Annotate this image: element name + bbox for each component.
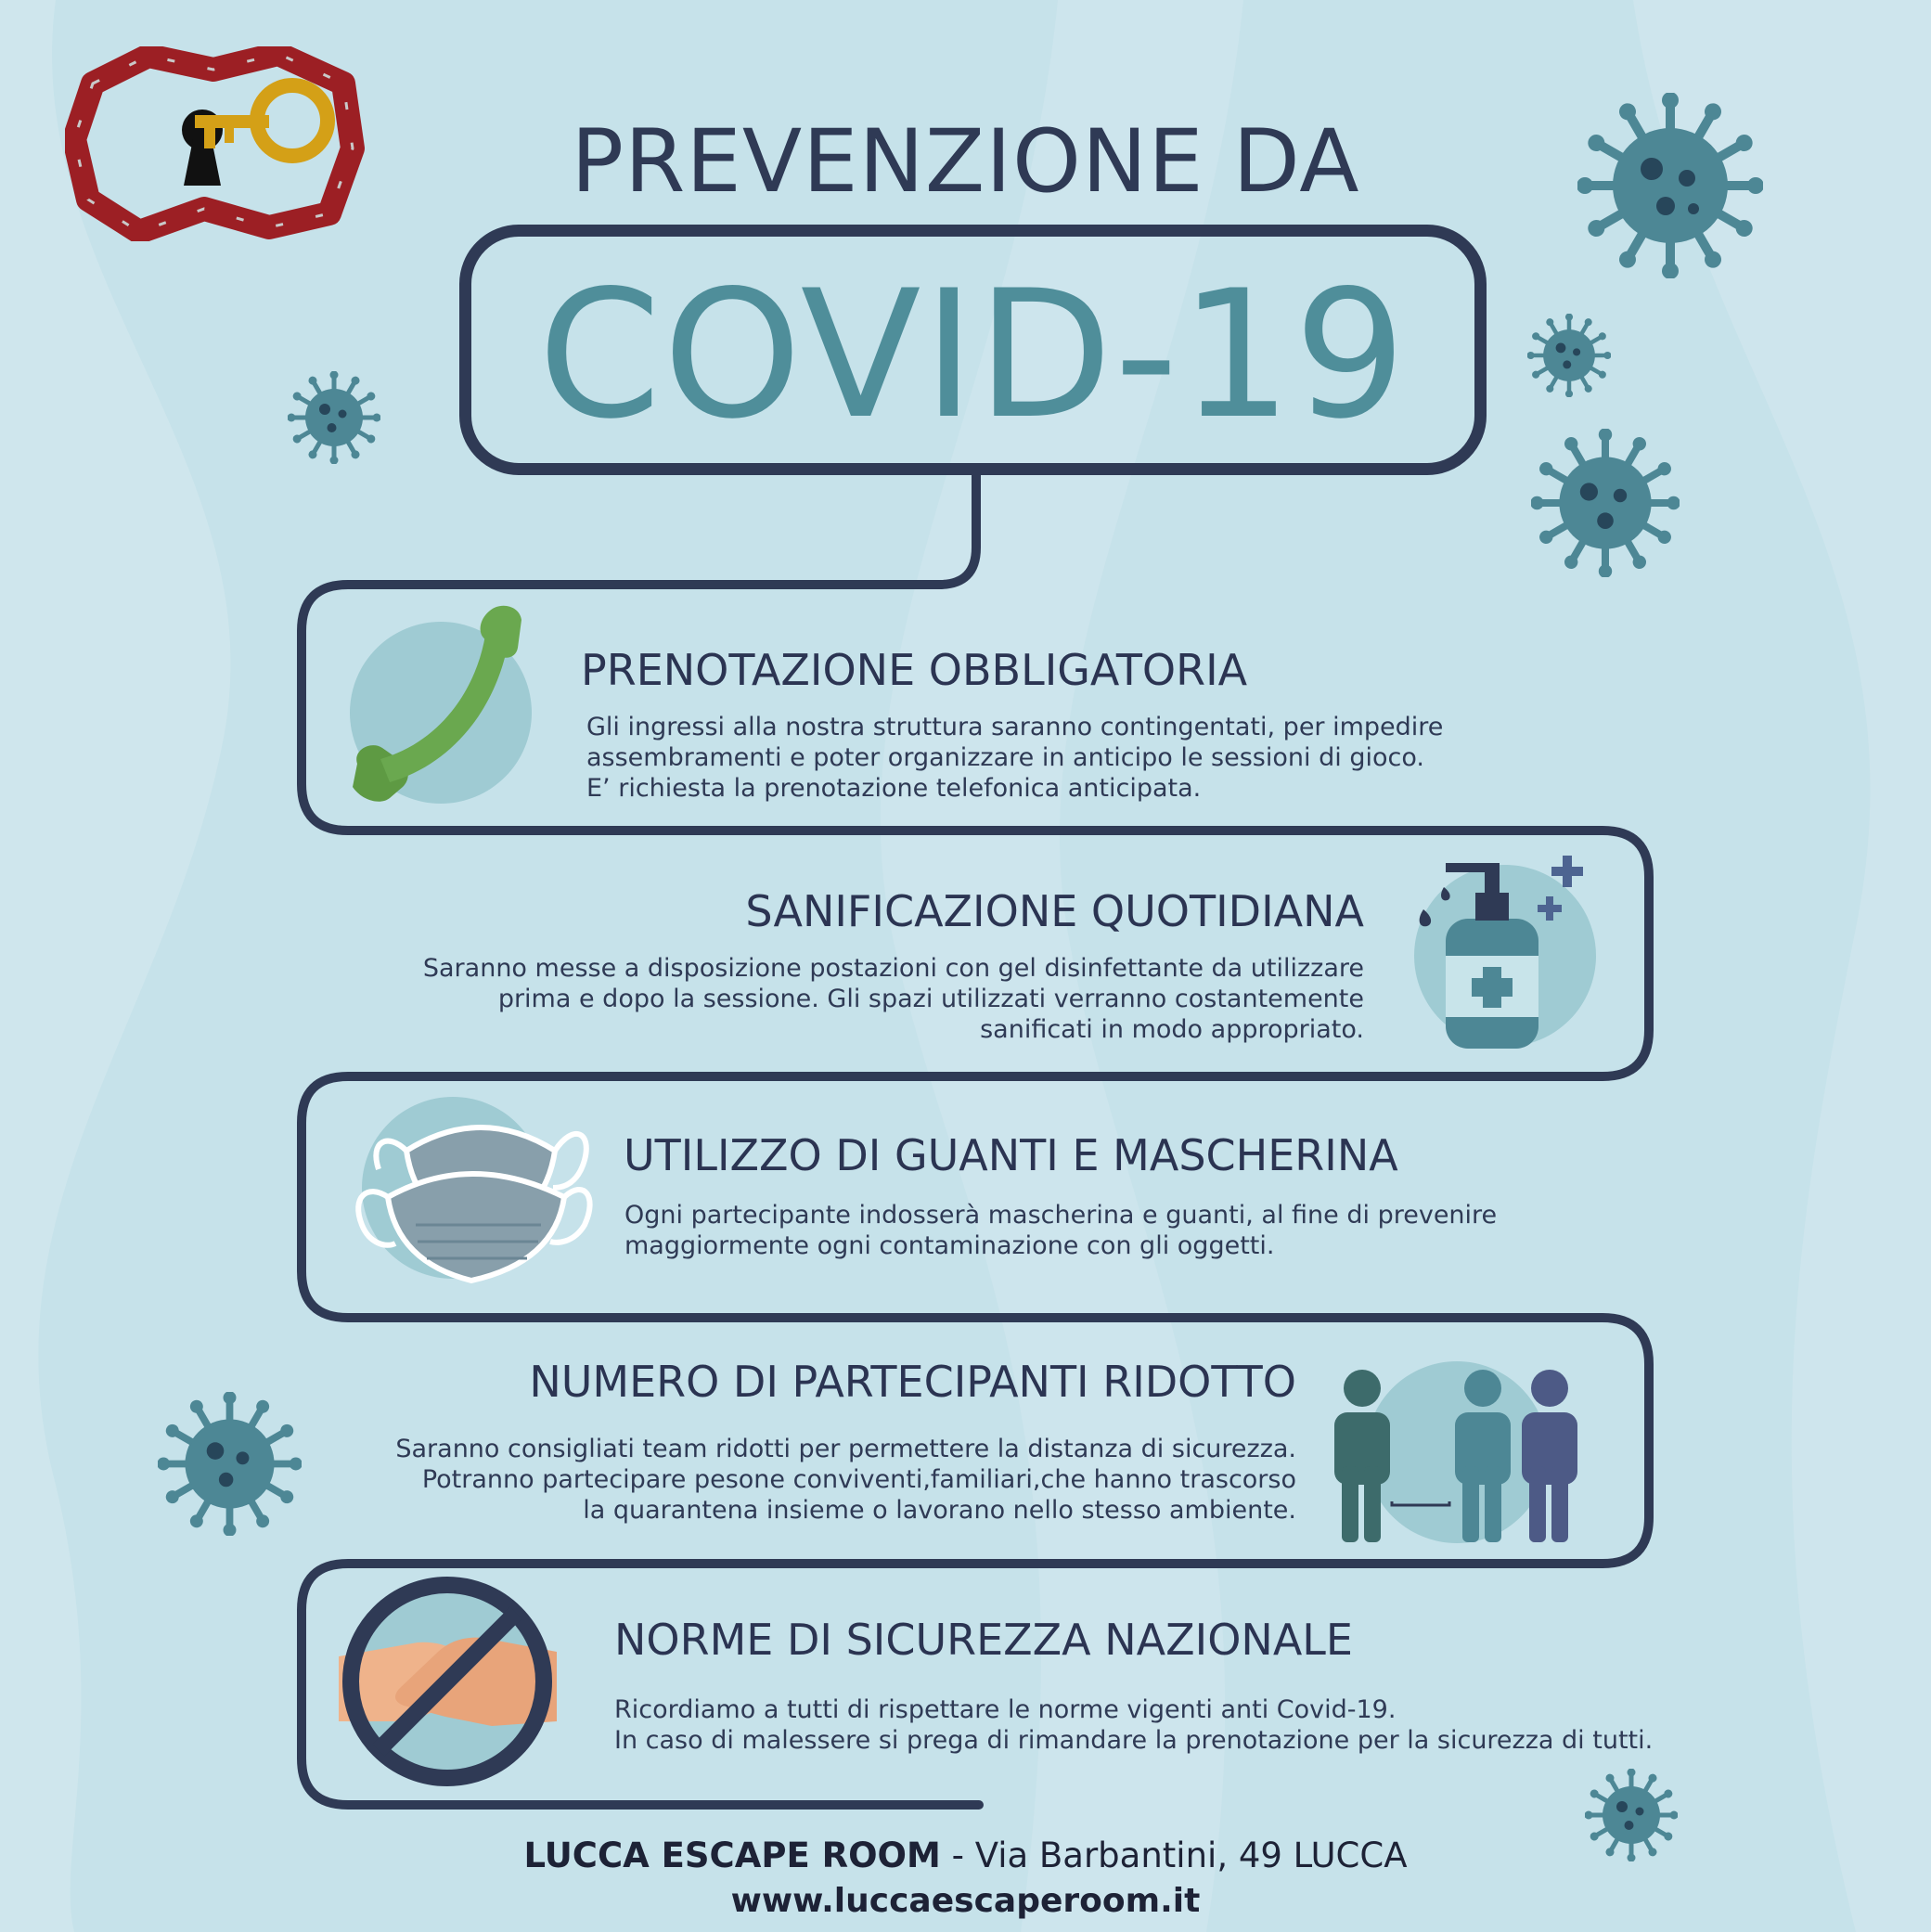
section-text-line: Potranno partecipare pesone conviventi,familiari,che hanno trascorso	[421, 1465, 1296, 1494]
page-title: PREVENZIONE DA	[571, 111, 1360, 213]
section-title-partecipanti: NUMERO DI PARTECIPANTI RIDOTTO	[529, 1357, 1296, 1407]
footer-address	[0, 1835, 1931, 1875]
section-text-line: Gli ingressi alla nostra struttura saranno contingentati, per impedire	[586, 713, 1444, 741]
mask-icon	[341, 1095, 601, 1299]
phone-icon	[325, 601, 547, 815]
section-text-line: assembramenti e poter organizzare in anticipo le sessioni di gioco.	[586, 743, 1424, 772]
footer-street: - Via Barbantini, 49 LUCCA	[951, 1835, 1408, 1875]
section-title-norme: NORME DI SICUREZZA NAZIONALE	[614, 1615, 1353, 1665]
section-text-line: E’ richiesta la prenotazione telefonica anticipata.	[586, 774, 1202, 803]
footer-brand: LUCCA ESCAPE ROOM	[523, 1835, 941, 1875]
section-text-line: Saranno consigliati team ridotti per permettere la distanza di sicurezza.	[395, 1435, 1296, 1463]
section-text-line: In caso di malessere si prega di rimandare la prenotazione per la sicurezza di tutti.	[614, 1726, 1654, 1755]
section-text-line: Ricordiamo a tutti di rispettare le norme vigenti anti Covid-19.	[614, 1695, 1397, 1724]
no-handshake-icon	[334, 1568, 561, 1796]
covid-title: COVID-19	[537, 252, 1409, 457]
section-text-line: prima e dopo la sessione. Gli spazi utilizzati verranno costantemente	[497, 985, 1364, 1013]
section-text-line: la quarantena insieme o lavorano nello stesso ambiente.	[583, 1496, 1296, 1525]
section-text-line: Saranno messe a disposizione postazioni con gel disinfettante da utilizzare	[422, 954, 1364, 983]
section-text-line: Ogni partecipante indosserà mascherina e guanti, al fine di prevenire	[624, 1201, 1498, 1230]
section-text-line: sanificati in modo appropriato.	[980, 1015, 1364, 1044]
section-title-sanificazione: SANIFICAZIONE QUOTIDIANA	[745, 886, 1364, 936]
people-distance-icon	[1327, 1355, 1587, 1550]
footer-website-link[interactable]: www.luccaescaperoom.it	[730, 1882, 1201, 1920]
sanitizer-icon	[1410, 854, 1605, 1058]
section-title-guanti-mascherina: UTILIZZO DI GUANTI E MASCHERINA	[624, 1130, 1398, 1180]
section-text-line: maggiormente ogni contaminazione con gli oggetti.	[624, 1231, 1275, 1260]
section-title-prenotazione: PRENOTAZIONE OBBLIGATORIA	[581, 645, 1248, 695]
